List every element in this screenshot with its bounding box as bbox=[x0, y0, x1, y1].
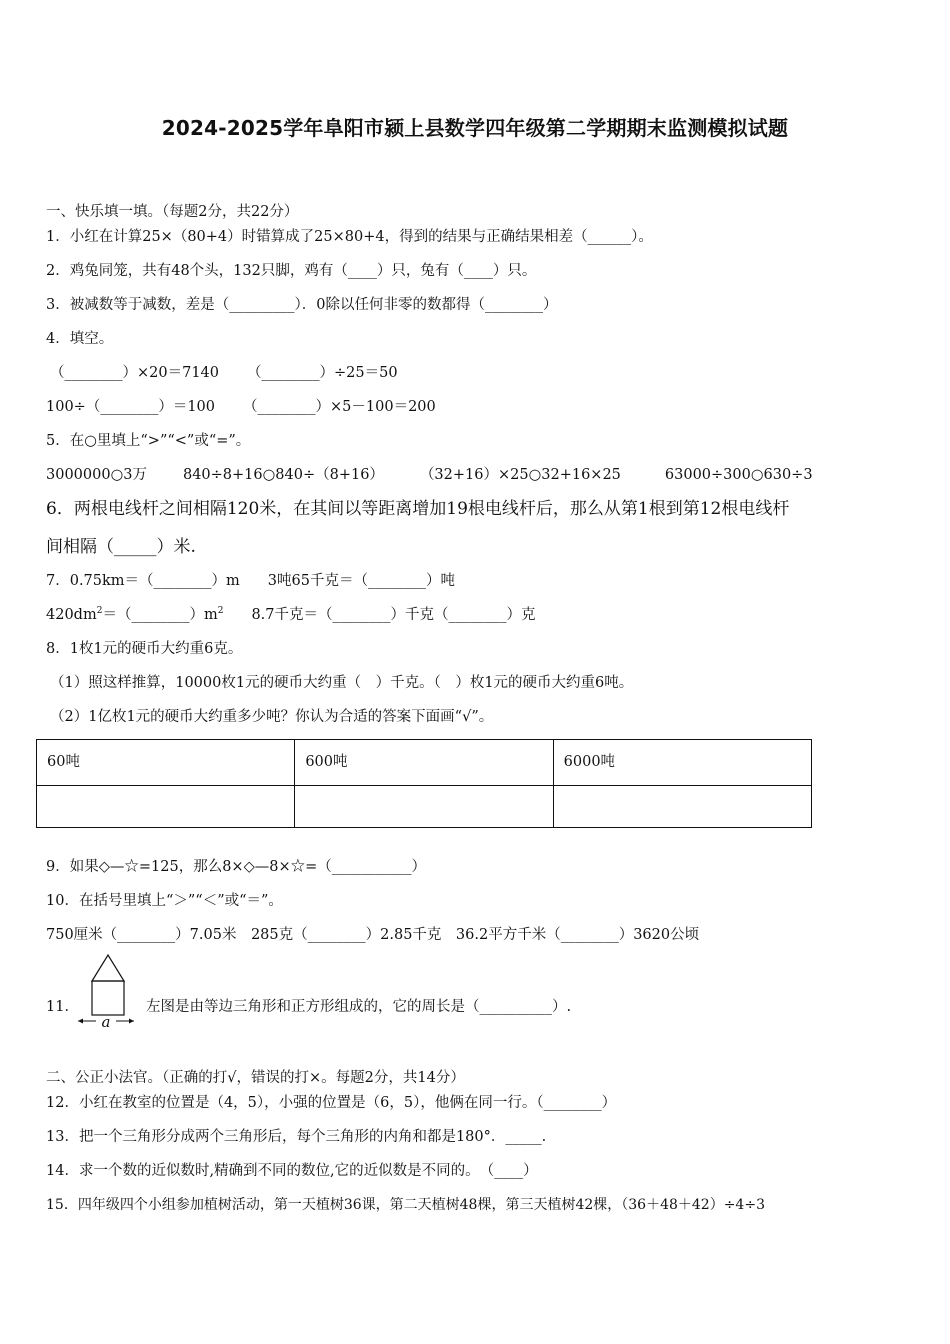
question-11-text: 左图是由等边三角形和正方形组成的，它的周长是（__________）. bbox=[146, 999, 572, 1015]
question-6-line2: 间相隔（_____）米. bbox=[46, 537, 196, 557]
q7-blank-4: 8.7千克＝（________）千克（________）克 bbox=[251, 607, 536, 623]
question-12: 12．小红在教室的位置是（4，5），小强的位置是（6，5），他俩在同一行。（________） bbox=[46, 1095, 617, 1111]
question-10-items: 750厘米（________）7.05米 285克（________）2.85千克 36.2平方千米（________）3620公顷 bbox=[46, 927, 700, 943]
question-4-stem: 4．填空。 bbox=[46, 331, 114, 347]
question-10-stem: 10．在括号里填上“＞”“＜”或“＝”。 bbox=[46, 893, 283, 909]
q5-item-3: （32+16）×25○32+16×25 bbox=[419, 467, 621, 483]
answer-cell-2[interactable] bbox=[295, 786, 553, 828]
q7-blank-3: $420dm^2=(\_\_\_\_\_\_\_\_)m^2$ bbox=[46, 606, 224, 623]
question-15: 15．四年级四个小组参加植树活动，第一天植树36课，第二天植树48棵，第三天植树42棵，（36＋48＋42）÷4÷3 bbox=[46, 1197, 765, 1213]
question-4-row2 bbox=[46, 397, 436, 417]
option-6000-tons: 6000吨 bbox=[553, 740, 811, 786]
q4-blank-4: （________）×5－100＝200 bbox=[243, 399, 436, 415]
q7-blank-1: 7．0.75km＝（________）m bbox=[46, 573, 240, 589]
question-5-items bbox=[46, 465, 813, 485]
q4-blank-2: （________）÷25＝50 bbox=[247, 365, 398, 381]
answer-cell-3[interactable] bbox=[553, 786, 811, 828]
question-5-stem: 5．在○里填上“>”“<”或“=”。 bbox=[46, 433, 251, 449]
question-6-line1: 6．两根电线杆之间相隔120米，在其间以等距离增加19根电线杆后，那么从第1根到第12根电线杆 bbox=[46, 499, 790, 519]
question-7-row2 bbox=[46, 605, 536, 625]
triangle-shape bbox=[92, 955, 124, 981]
q5-item-1: 3000000○3万 bbox=[46, 467, 147, 483]
question-4-row1 bbox=[50, 363, 398, 383]
arrow-right-icon bbox=[129, 1019, 134, 1024]
question-2: 2．鸡兔同笼，共有48个头，132只脚，鸡有（____）只，兔有（____）只。 bbox=[46, 263, 537, 279]
q4-blank-1: （________）×20＝7140 bbox=[50, 365, 220, 381]
q5-item-4: 63000÷300○630÷3 bbox=[664, 467, 813, 483]
q7-blank-2: 3吨65千克＝（________）吨 bbox=[267, 573, 455, 589]
question-7-row1 bbox=[46, 571, 455, 591]
section2-heading: 二、公正小法官。（正确的打√，错误的打×。每题2分，共14分） bbox=[46, 1070, 465, 1086]
page-title: 2024-2025学年阜阳市颍上县数学四年级第二学期期末监测模拟试题 bbox=[161, 116, 789, 140]
q4-blank-3: 100÷（________）＝100 bbox=[46, 399, 216, 415]
section1-heading: 一、快乐填一填。（每题2分，共22分） bbox=[46, 204, 299, 220]
question-11-number: 11． bbox=[46, 999, 79, 1015]
q8-answer-table bbox=[36, 739, 812, 828]
option-60-tons: 60吨 bbox=[37, 740, 295, 786]
square-shape bbox=[92, 981, 124, 1015]
q5-item-2: 840÷8+16○840÷（8+16） bbox=[182, 467, 384, 483]
question-14: 14．求一个数的近似数时,精确到不同的数位,它的近似数是不同的。 （____） bbox=[46, 1163, 538, 1179]
answer-cell-1[interactable] bbox=[37, 786, 295, 828]
question-8-stem: 8．1枚1元的硬币大约重6克。 bbox=[46, 641, 243, 657]
question-8-part1: （1）照这样推算，10000枚1元的硬币大约重（ ）千克。（ ）枚1元的硬币大约重6吨。 bbox=[50, 675, 634, 691]
question-3: 3．被减数等于减数，差是（_________）．0除以任何非零的数都得（________） bbox=[46, 297, 558, 313]
arrow-left-icon bbox=[78, 1019, 83, 1024]
side-label-a: a bbox=[101, 1013, 111, 1031]
question-13: 13．把一个三角形分成两个三角形后，每个三角形的内角和都是180°．_____. bbox=[46, 1129, 547, 1145]
question-8-part2: （2）1亿枚1元的硬币大约重多少吨？你认为合适的答案下面画“√”。 bbox=[50, 709, 494, 725]
house-shape-figure bbox=[74, 951, 140, 1031]
option-600-tons: 600吨 bbox=[295, 740, 553, 786]
question-9: 9．如果◇—☆=125，那么8×◇—8×☆=（___________） bbox=[46, 859, 427, 875]
question-1: 1．小红在计算25×（80+4）时错算成了25×80+4，得到的结果与正确结果相差（______）。 bbox=[46, 229, 653, 245]
